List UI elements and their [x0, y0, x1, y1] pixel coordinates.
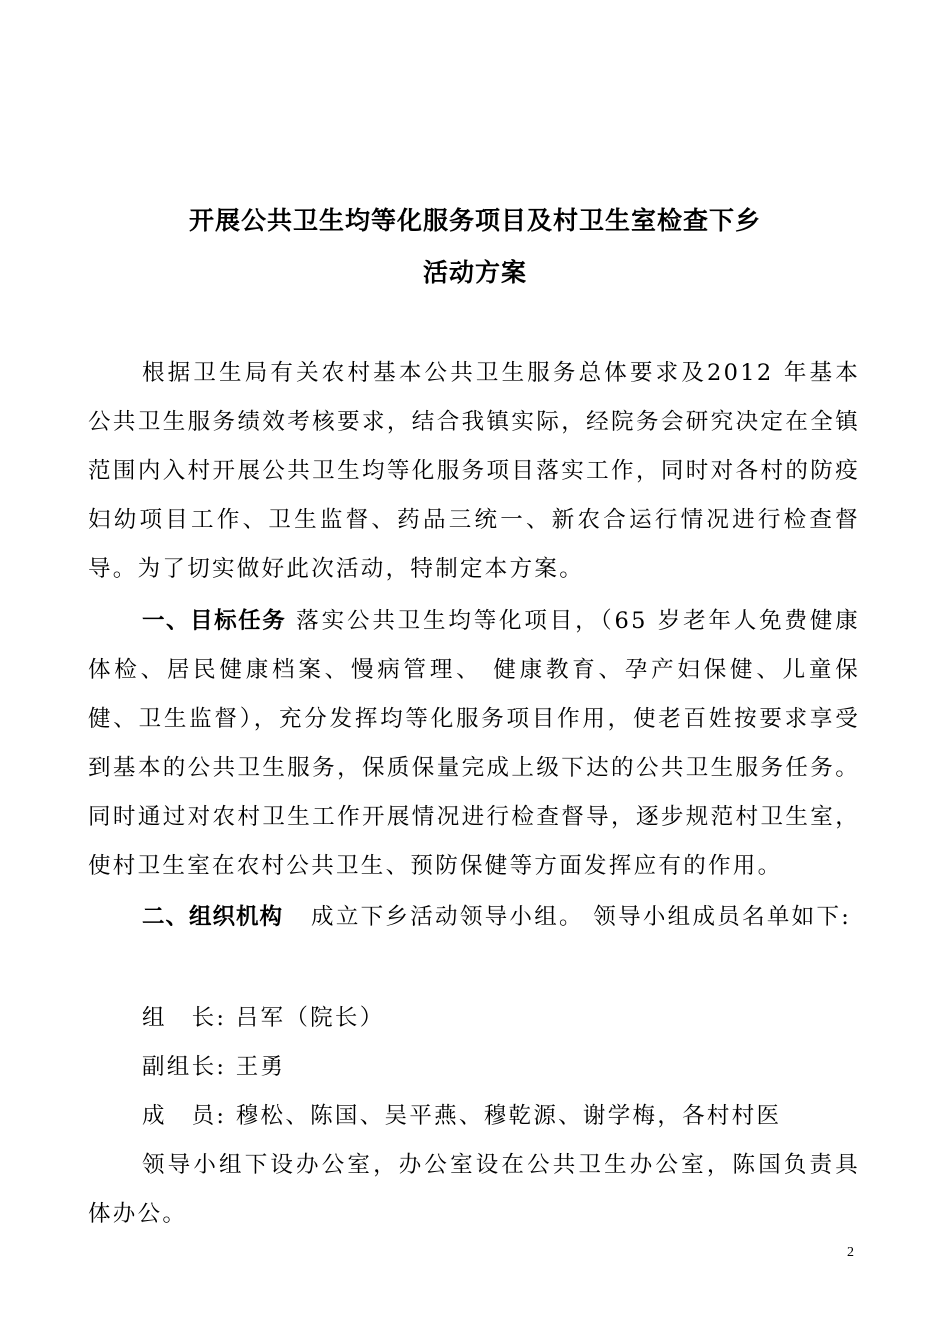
leader-label: 组 长:: [142, 1005, 227, 1031]
members-value: 穆松、陈国、吴平燕、穆乾源、谢学梅，各村村医: [235, 1103, 782, 1129]
leader-value: 吕军（院长）: [235, 1005, 385, 1031]
intro-paragraph: 根据卫生局有关农村基本公共卫生服务总体要求及2012 年基本公共卫生服务绩效考核要求，结合我镇实际，经院务会研究决定在全镇范围内入村开展公共卫生均等化服务项目落实工作，同时对各村的防疫妇幼项目工作、卫生监督、药品三统一、新农合运行情况进行检查督导。为了切实做好此次活动，特制定本方案。: [88, 360, 860, 582]
intro-paragraph-block: [88, 349, 860, 594]
section-organization-heading: 二、组织机构: [142, 904, 284, 930]
leader-row: [142, 1003, 385, 1033]
section-goal-text: 落实公共卫生均等化项目，（65 岁老年人免费健康体检、居民健康档案、慢病管理、 健康教育、孕产妇保健、儿童保健、卫生监督），充分发挥均等化服务项目作用，使老百姓按要求享受到基本的公共卫生服务，保质保量完成上级下达的公共卫生服务任务。同时通过对农村卫生工作开展情况进行检查督导，逐步规范村卫生室，使村卫生室在农村公共卫生、预防保健等方面发挥应有的作用。: [88, 608, 860, 879]
deputy-row: [142, 1052, 285, 1082]
members-row: [142, 1101, 781, 1131]
section-goal-paragraph: [88, 597, 860, 891]
section-organization-paragraph: [88, 893, 860, 942]
section-organization-text: 成立下乡活动领导小组。 领导小组成员名单如下:: [311, 904, 852, 930]
members-label: 成 员:: [142, 1103, 227, 1129]
page-number: 2: [847, 1245, 854, 1260]
document-title-line-1: 开展公共卫生均等化服务项目及村卫生室检查下乡: [188, 206, 761, 235]
section-goal-block: [88, 597, 860, 891]
deputy-value: 王勇: [235, 1054, 286, 1080]
section-goal-heading: 一、目标任务: [142, 608, 287, 634]
office-paragraph: 领导小组下设办公室，办公室设在公共卫生办公室，陈国负责具体办公。: [88, 1152, 860, 1227]
deputy-label: 副组长:: [142, 1054, 227, 1080]
section-organization-block: [88, 893, 860, 942]
document-title-line-2: 活动方案: [422, 258, 527, 287]
office-paragraph-block: [88, 1141, 860, 1239]
